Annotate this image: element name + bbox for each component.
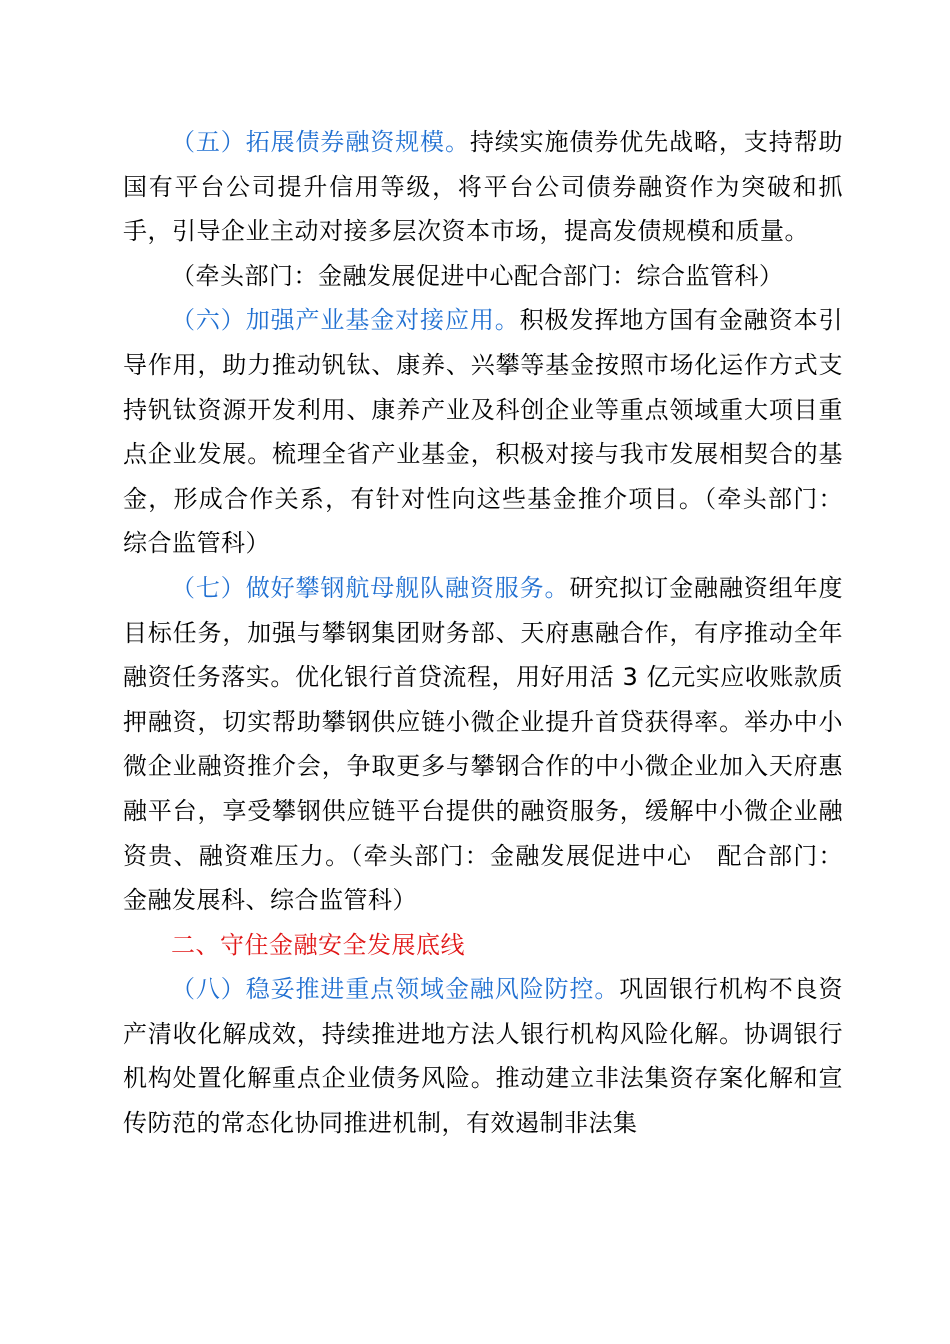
item-6-heading: （六）加强产业基金对接应用。 <box>171 306 520 335</box>
item-6-body: 积极发挥地方国有金融资本引导作用，助力推动钒钛、康养、兴攀等基金按照市场化运作方式支持钒钛资源开发利用、康养产业及科创企业等重点领域重大项目重点企业发展。梳理全省产业基金，积极对接与我市发展相契合的基金，形成合作关系，有针对性向这些基金推介项目。（牵头部门：综合监管科） <box>123 306 844 558</box>
section-heading: 二、守住金融安全发展底线 <box>171 930 465 959</box>
item-8-body: 巩固银行机构不良资产清收化解成效，持续推进地方法人银行机构风险化解。协调银行机构处置化解重点企业债务风险。推动建立非法集资存案化解和宣传防范的常态化协同推进机制，有效遏制非法集 <box>123 975 844 1138</box>
paragraph-item-5 <box>123 120 843 254</box>
item-5-heading: （五）拓展债券融资规模。 <box>171 128 470 156</box>
paragraph-item-8 <box>123 967 843 1145</box>
paragraph-item-7 <box>123 566 843 923</box>
item-8-heading: （八）稳妥推进重点领域金融风险防控。 <box>171 975 620 1004</box>
item-5-responsible-note: （牵头部门：金融发展促进中心配合部门：综合监管科） <box>171 261 784 290</box>
document-content <box>123 120 843 1146</box>
paragraph-item-6 <box>123 298 843 566</box>
item-5-body: 持续实施债券优先战略，支持帮助国有平台公司提升信用等级，将平台公司债券融资作为突破和抓手，引导企业主动对接多层次资本市场，提高发债规模和质量。 <box>123 128 844 246</box>
item-7-body: 研究拟订金融融资组年度目标任务，加强与攀钢集团财务部、天府惠融合作，有序推动全年融资任务落实。优化银行首贷流程，用好用活 3 亿元实应收账款质押融资，切实帮助攀钢供应链小微企业提升首贷获得率。举办中小微企业融资推介会，争取更多与攀钢合作的中小微企业加入天府惠融平台，享受攀钢供应链平台提供的融资服务，缓解中小微企业融资贵、融资难压力。（牵头部门：金融发展促进中心 配合部门：金融发展科、综合监管科） <box>123 573 844 915</box>
item-7-heading: （七）做好攀钢航母舰队融资服务。 <box>171 573 570 602</box>
